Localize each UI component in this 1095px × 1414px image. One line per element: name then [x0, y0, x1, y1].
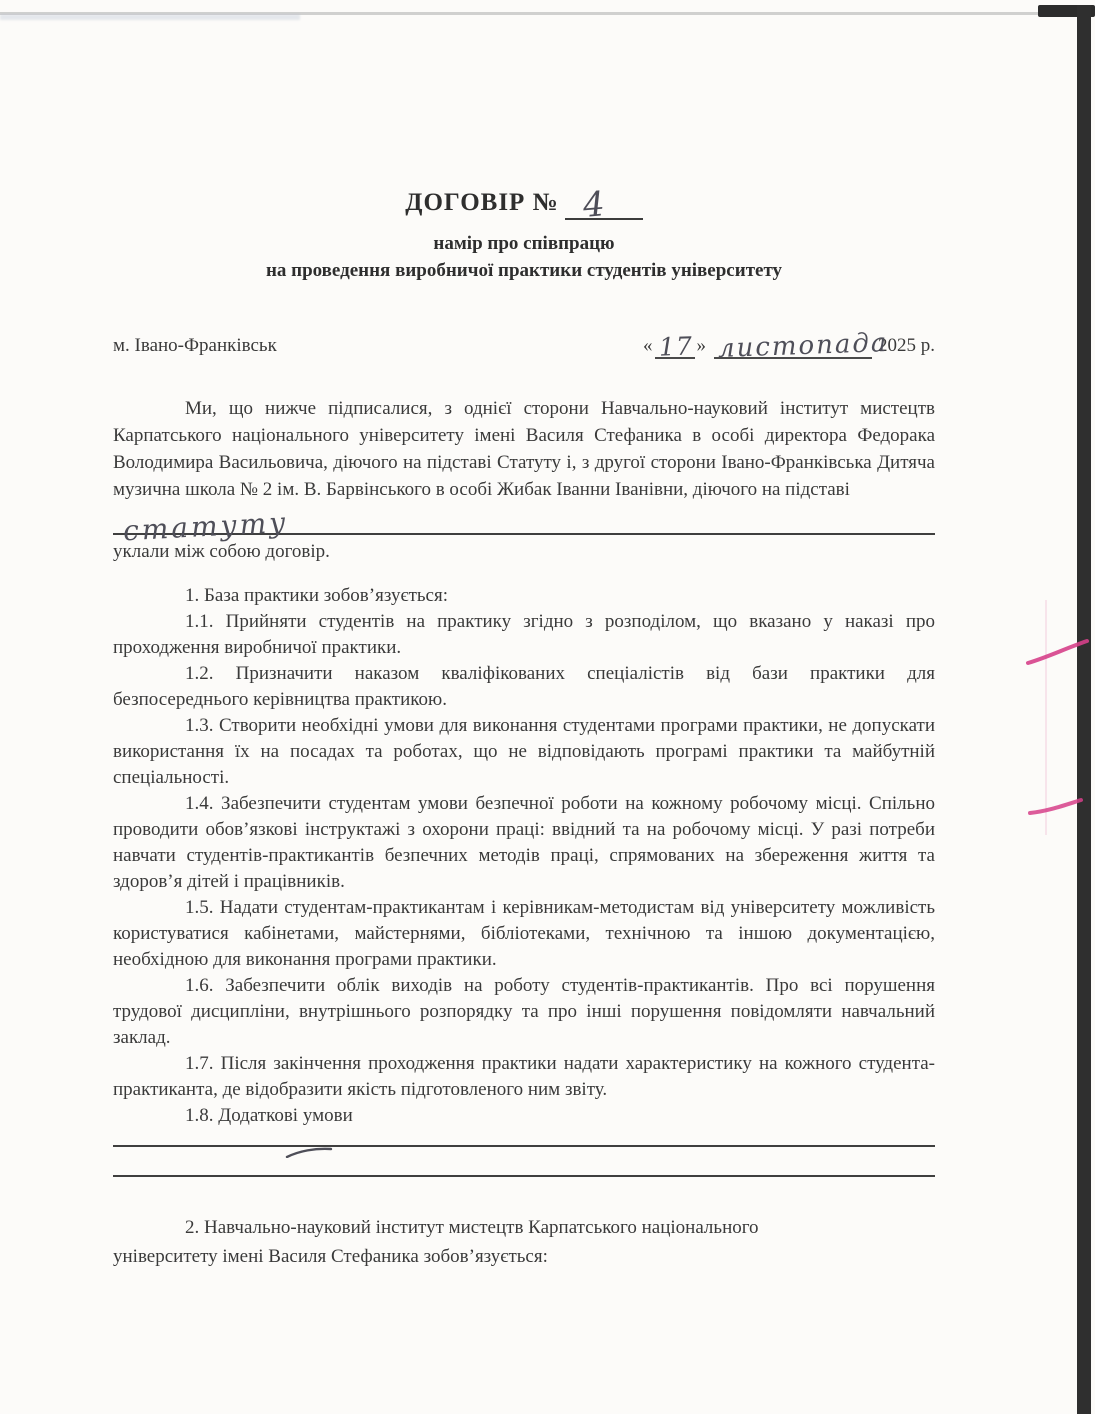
clause-1-3: 1.3. Створити необхідні умови для виконання студентами програми практики, не допускати використання їх на посадах та роботах, що не відповідають програмі практики та майбутній спеціальності. — [113, 715, 935, 788]
document-body — [113, 0, 935, 1271]
place-date-row — [113, 328, 935, 364]
subtitle-line-1: намір про співпрацю — [433, 233, 615, 254]
additional-terms-blank-line-1 — [113, 1129, 935, 1147]
subtitle — [113, 230, 935, 284]
section2-line-2: університету імені Василя Стефаника зобов’язується: — [113, 1246, 548, 1267]
section2-line-1: 2. Навчально-науковий інститут мистецтв Карпатського національного — [185, 1217, 759, 1238]
section1-heading: 1. База практики зобов’язується: — [185, 585, 449, 606]
date-month-blank — [714, 328, 889, 364]
date-group — [643, 328, 935, 364]
basis-handwritten: статуту — [122, 505, 290, 548]
contract-number-handwritten: 4 — [581, 184, 608, 226]
section2-heading — [113, 1213, 935, 1271]
clause-1-4: 1.4. Забезпечити студентам умови безпечної роботи на кожному робочому місці. Спільно проводити обов’язкові інструктажі з охорони праці: ввідний та на робочому місці. У разі потреби навчати студентів-практикантів безпечних методів праці, спрямованих на збереження життя та здоров’я дітей і працівників. — [113, 793, 935, 892]
place-label: м. Івано-Франківськ — [113, 335, 277, 356]
clause-1-2: 1.2. Призначити наказом кваліфікованих спеціалістів від бази практики для безпосереднього керівництва практикою. — [113, 663, 935, 710]
clause-1-1: 1.1. Прийняти студентів на практику згідно з розподілом, що вказано у наказі про проходження виробничої практики. — [113, 611, 935, 658]
date-open-quote: « — [643, 335, 653, 356]
basis-ruled-line — [113, 503, 935, 548]
after-basis-text: уклали між собою договір. — [113, 541, 330, 562]
clause-1-6: 1.6. Забезпечити облік виходів на роботу студентів-практикантів. Про всі порушення трудової дисципліни, внутрішнього розпорядку та про інші порушення повідомляти навчальний заклад. — [113, 975, 935, 1048]
date-day-handwritten: 17 — [658, 331, 693, 362]
contract-number-blank — [565, 184, 643, 226]
clause-1-8: 1.8. Додаткові умови — [185, 1105, 353, 1126]
date-day-blank — [655, 331, 695, 362]
clause-1-5: 1.5. Надати студентам-практикантам і керівникам-методистам від університету можливість користуватися кабінетами, майстернями, бібліотеками, технічною та іншою документацією, необхідною для виконання програми практики. — [113, 897, 935, 970]
clause-1-7: 1.7. Після закінчення проходження практики надати характеристику на кожного студента-практиканта, де відобразити якість підготовленого ним звіту. — [113, 1053, 935, 1100]
intro-paragraph: Ми, що нижче підписалися, з однієї сторони Навчально-науковий інститут мистецтв Карпатського національного університету імені Василя Стефаника в особі директора Федорака Володимира Васильовича, діючого на підставі Статуту і, з другої сторони Івано-Франківська Дитяча музична школа № 2 ім. В. Барвінського в особі Жибак Іванни Іванівни, діючого на підставі — [113, 398, 935, 500]
additional-terms-blank-line-2 — [113, 1147, 935, 1177]
date-close-quote: » — [696, 335, 706, 356]
date-month-handwritten: листопада — [717, 328, 889, 364]
date-year: 2025 р. — [878, 335, 935, 356]
scan-right-edge-bar — [1077, 5, 1091, 1414]
subtitle-line-2: на проведення виробничої практики студентів університету — [265, 260, 783, 281]
page-title: ДОГОВІР № — [405, 189, 559, 216]
document-title-row — [113, 184, 935, 226]
